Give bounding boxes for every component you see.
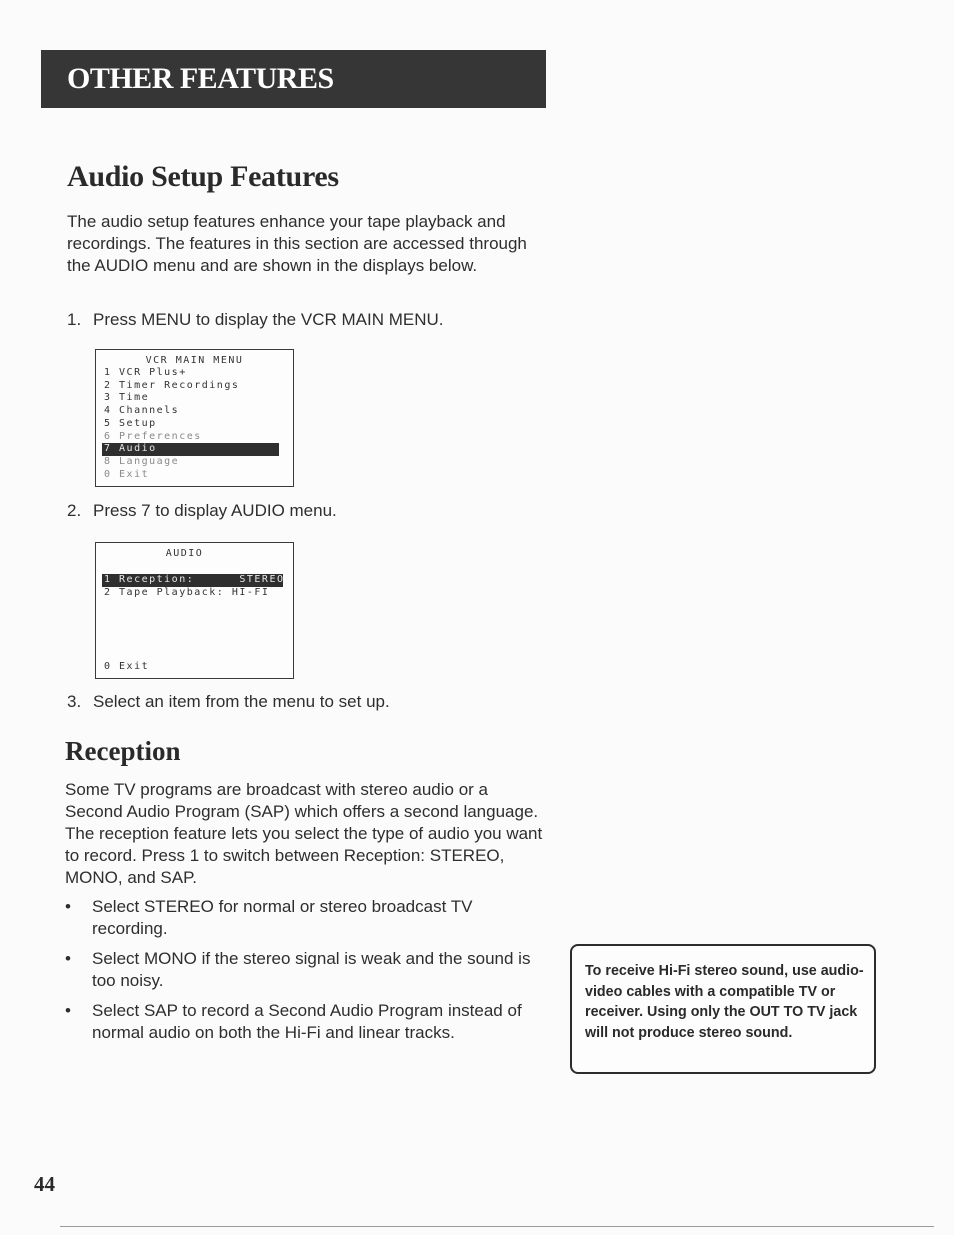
bullet-icon: • [65, 1001, 71, 1020]
vcr-main-menu-screen [95, 349, 294, 487]
menu-item: 6 Preferences [104, 430, 202, 442]
menu-item: 8 Language [104, 455, 180, 467]
menu-title: AUDIO [165, 548, 204, 559]
menu-item: 4 Channels [104, 405, 180, 417]
menu-title: VCR MAIN MENU [145, 355, 244, 366]
menu-item-selected: 7 Audio [102, 443, 279, 456]
reception-paragraph: Some TV programs are broadcast with stereo audio or a Second Audio Program (SAP) which offers a second language. The reception feature lets you select the type of audio you want to record. Press 1 to switch between Reception: STEREO, MONO, and SAP. [65, 780, 543, 887]
step-text: Press MENU to display the VCR MAIN MENU. [93, 310, 444, 329]
list-item-text: Select STEREO for normal or stereo broadcast TV recording. [92, 897, 473, 938]
note-box [570, 944, 876, 1074]
audio-menu-screen [95, 542, 294, 679]
step-number: 3. [67, 692, 82, 711]
menu-item: 5 Setup [104, 417, 157, 429]
bullet-icon: • [65, 897, 71, 916]
menu-item: 2 Tape Playback: HI-FI [104, 586, 270, 598]
intro-paragraph: The audio setup features enhance your tape playback and recordings. The features in this section are accessed through the AUDIO menu and are shown in the displays below. [67, 212, 527, 275]
step-number: 2. [67, 501, 82, 520]
footer-rule [60, 1226, 934, 1227]
note-text: To receive Hi-Fi stereo sound, use audio-video cables with a compatible TV or receiver. Using only the OUT TO TV jack will not produce stereo sound. [585, 963, 864, 1041]
menu-item: 3 Time [104, 392, 150, 404]
list-item-text: Select MONO if the stereo signal is weak and the sound is too noisy. [92, 949, 531, 990]
menu-item-selected: 1 Reception: STEREO [104, 574, 285, 585]
menu-item: 2 Timer Recordings [104, 379, 240, 391]
step-number: 1. [67, 310, 82, 329]
step-text: Select an item from the menu to set up. [93, 692, 390, 711]
list-item [62, 948, 542, 992]
section-heading-reception: Reception [65, 736, 181, 766]
step-3 [67, 691, 390, 713]
page-number: 44 [34, 1172, 55, 1196]
step-1 [67, 309, 443, 331]
menu-item-exit: 0 Exit [104, 661, 150, 672]
bullet-icon: • [65, 949, 71, 968]
list-item [62, 896, 542, 940]
page-title: Audio Setup Features [67, 160, 339, 193]
menu-item: 0 Exit [104, 468, 150, 480]
list-item-text: Select SAP to record a Second Audio Program instead of normal audio on both the Hi-Fi and linear tracks. [92, 1001, 522, 1042]
section-banner: OTHER FEATURES [41, 50, 546, 108]
step-2 [67, 500, 337, 522]
step-text: Press 7 to display AUDIO menu. [93, 501, 337, 520]
menu-item: 1 VCR Plus+ [104, 367, 187, 378]
list-item [62, 1000, 542, 1044]
